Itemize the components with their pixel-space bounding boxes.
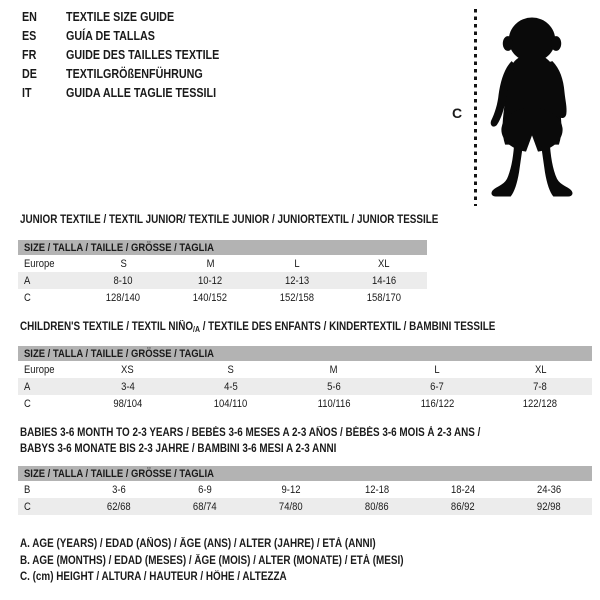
- legend-line-a: A. AGE (YEARS) / EDAD (AÑOS) / ÂGE (ANS) / ALTER (JAHRE) / ETÀ (ANNI): [20, 538, 376, 550]
- cell: 116/122: [420, 397, 454, 410]
- cell: XL: [377, 257, 390, 270]
- row-label: Europe: [24, 257, 55, 270]
- row-label: A: [18, 272, 80, 289]
- cell: 18-24: [450, 483, 476, 496]
- cell: XL: [534, 363, 547, 376]
- cell: M: [330, 363, 338, 376]
- size-table-header: SIZE / TALLA / TAILLE / GRÖSSE / TAGLIA: [18, 240, 427, 255]
- cell: 86/92: [420, 498, 506, 515]
- row-label: C: [24, 397, 31, 410]
- cell: 158/170: [366, 291, 401, 304]
- row-label: C: [18, 498, 76, 515]
- cell: 24-36: [536, 483, 562, 496]
- cell: 98/104: [113, 397, 143, 410]
- language-row-fr: [22, 46, 244, 65]
- language-title: TEXTILGRÖßENFÜHRUNG: [66, 67, 203, 81]
- cell: 5-6: [282, 378, 385, 395]
- cell: L: [294, 257, 300, 270]
- row-label: C: [24, 291, 31, 304]
- junior-size-table: [18, 240, 427, 306]
- language-title: TEXTILE SIZE GUIDE: [66, 10, 175, 24]
- cell: 4-5: [179, 378, 282, 395]
- table-row-europe: [18, 255, 427, 272]
- table-row-height: [18, 289, 427, 306]
- baby-toddler-silhouette-icon: [481, 9, 583, 206]
- language-code: ES: [22, 29, 37, 43]
- cell: XS: [121, 363, 134, 376]
- legend-line-c: C. (cm) HEIGHT / ALTURA / HAUTEUR / HÖHE / ALTEZZA: [20, 571, 287, 583]
- cell: L: [434, 363, 440, 376]
- cell: 12-18: [364, 483, 390, 496]
- cell: 140/152: [193, 291, 228, 304]
- cell: 6-9: [198, 483, 212, 496]
- junior-section-title: JUNIOR TEXTILE / TEXTIL JUNIOR/ TEXTILE JUNIOR / JUNIORTEXTIL / JUNIOR TESSILE: [20, 214, 439, 226]
- cell: 14-16: [340, 272, 427, 289]
- babies-size-table: [18, 466, 592, 515]
- cell: 80/86: [334, 498, 420, 515]
- language-row-en: [22, 8, 244, 27]
- table-row-height: [18, 498, 592, 515]
- height-measure-dotted-line: [474, 9, 477, 206]
- legend-line-b: B. AGE (MONTHS) / EDAD (MESES) / ÂGE (MOIS) / ALTER (MONATE) / ETÀ (MESI): [20, 554, 404, 567]
- children-section-title: CHILDREN'S TEXTILE / TEXTIL NIÑO/A / TEXTILE DES ENFANTS / KINDERTEXTIL / BAMBINI TESSILE: [20, 321, 496, 334]
- cell: 110/116: [317, 397, 351, 410]
- cell: 152/158: [279, 291, 314, 304]
- table-row-age: [18, 272, 427, 289]
- cell: 3-4: [76, 378, 179, 395]
- cell: 62/68: [76, 498, 162, 515]
- language-code: FR: [22, 48, 37, 62]
- language-code: IT: [22, 86, 32, 100]
- size-table-header: SIZE / TALLA / TAILLE / GRÖSSE / TAGLIA: [18, 466, 592, 481]
- table-header-row: [18, 466, 592, 481]
- language-row-it: [22, 84, 244, 103]
- cell: 7-8: [489, 378, 592, 395]
- cell: S: [227, 363, 234, 376]
- table-row-age: [18, 378, 592, 395]
- row-label: Europe: [24, 363, 55, 376]
- language-row-de: [22, 65, 244, 84]
- language-code: DE: [22, 67, 37, 81]
- table-row-europe: [18, 361, 592, 378]
- measurement-legend: [20, 536, 466, 586]
- cell: 12-13: [254, 272, 341, 289]
- table-header-row: [18, 240, 427, 255]
- cell: 6-7: [386, 378, 489, 395]
- cell: 92/98: [506, 498, 592, 515]
- height-measure-label: C: [452, 105, 463, 121]
- language-row-es: [22, 27, 244, 46]
- cell: S: [120, 257, 127, 270]
- table-row-age-months: [18, 481, 592, 498]
- cell: 104/110: [214, 397, 248, 410]
- cell: 128/140: [106, 291, 141, 304]
- children-size-table: [18, 346, 592, 412]
- cell: 10-12: [167, 272, 254, 289]
- language-code: EN: [22, 10, 37, 24]
- cell: M: [206, 257, 215, 270]
- cell: 3-6: [112, 483, 126, 496]
- row-label: A: [18, 378, 76, 395]
- cell: 74/80: [248, 498, 334, 515]
- cell: 9-12: [281, 483, 301, 496]
- cell: 8-10: [80, 272, 167, 289]
- cell: 122/128: [523, 397, 558, 410]
- language-title-block: [22, 8, 244, 103]
- language-title: GUIDA ALLE TAGLIE TESSILI: [66, 86, 217, 100]
- row-label: B: [24, 483, 31, 496]
- cell: 68/74: [162, 498, 248, 515]
- language-title: GUIDE DES TAILLES TEXTILE: [66, 48, 220, 62]
- size-table-header: SIZE / TALLA / TAILLE / GRÖSSE / TAGLIA: [18, 346, 592, 361]
- table-row-height: [18, 395, 592, 412]
- language-title: GUÍA DE TALLAS: [66, 29, 155, 43]
- babies-section-title: BABIES 3-6 MONTH TO 2-3 YEARS / BEBÉS 3-6 MESES A 2-3 AÑOS / BÉBÉS 3-6 MOIS À 2-3 ANS / BABYS 3-6 MONATE BIS 2-3 JAHRE / BAMBINI 3-6 MESI A 2-3 ANNI: [20, 427, 481, 455]
- table-header-row: [18, 346, 592, 361]
